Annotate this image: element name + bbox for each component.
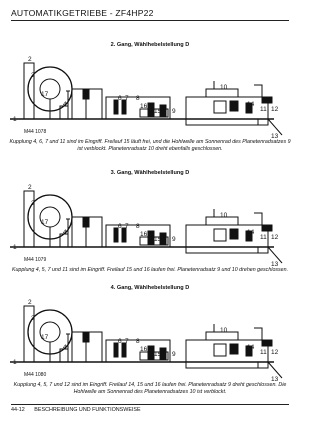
part-label: 15 — [154, 108, 162, 115]
part-label: 9 — [172, 351, 176, 358]
clutch-12 — [262, 225, 272, 231]
part-label: 7 — [125, 95, 129, 102]
part-label: 14 — [247, 344, 255, 351]
clutch-7 — [122, 228, 126, 242]
part-label: 1 — [13, 116, 17, 123]
part-label: 3 — [31, 72, 35, 79]
transmission-schematic — [10, 51, 290, 140]
part-label: 12 — [271, 106, 279, 113]
part-label: 5 — [85, 90, 89, 97]
figure-id: M44 1080 — [24, 372, 47, 378]
part-label: 10 — [220, 84, 228, 91]
part-label: 11 — [260, 106, 267, 113]
part-label: 9 — [172, 236, 176, 243]
clutch-6 — [114, 100, 118, 114]
part-label: 4 — [63, 344, 67, 351]
clutch-14 — [230, 344, 238, 354]
clutch-7 — [122, 100, 126, 114]
part-label: 11 — [260, 234, 267, 241]
planetary-set-10 — [214, 344, 226, 356]
part-label: 5 — [85, 333, 89, 340]
planet-carrier-right — [186, 97, 268, 125]
part-label: 6 — [118, 338, 122, 345]
section-gear-3 — [0, 170, 300, 286]
transmission-schematic — [10, 179, 290, 268]
page-title: AUTOMATIKGETRIEBE - ZF4HP22 — [11, 8, 154, 18]
transmission-diagram — [10, 179, 290, 268]
section-title: 2. Gang, Wählhebelstellung D — [110, 42, 190, 48]
transmission-schematic — [10, 294, 290, 383]
part-label: 3 — [31, 200, 35, 207]
planetary-set-10 — [214, 101, 226, 113]
planetary-set-10 — [214, 229, 226, 241]
transmission-diagram — [10, 294, 290, 383]
transmission-diagram — [10, 51, 290, 140]
clutch-6 — [114, 228, 118, 242]
part-label: 12 — [271, 234, 279, 241]
clutch-14 — [230, 101, 238, 111]
clutch-7 — [122, 343, 126, 357]
part-label: 12 — [271, 349, 279, 356]
clutch-6 — [114, 343, 118, 357]
figure-id: M44 1078 — [24, 129, 47, 135]
part-label: 5 — [85, 218, 89, 225]
part-label: 10 — [220, 212, 228, 219]
part-label: 13 — [271, 261, 279, 268]
page-header — [11, 8, 289, 21]
planet-carrier-right — [186, 340, 268, 368]
part-label: 14 — [247, 229, 255, 236]
section-caption: Kupplung 4, 5, 7 und 12 sind im Eingriff. Freilauf 14, 15 und 16 laufen frei. Planetenradsatz 9 dreht geschlossen. Die Hohlwelle am Sonnenrad des Planetenradsatzes 10 ist verblockt. — [13, 382, 287, 396]
clutch-12 — [262, 340, 272, 346]
part-label: 6 — [118, 223, 122, 230]
part-label: 1 — [13, 244, 17, 251]
part-label: 11 — [260, 349, 267, 356]
part-label: 2 — [28, 299, 32, 306]
clutch-12 — [262, 97, 272, 103]
part-label: 3 — [31, 315, 35, 322]
planet-carrier-right — [186, 225, 268, 253]
page-number: 44-12 — [11, 407, 25, 413]
part-label: 16 — [140, 346, 148, 353]
part-label: 13 — [271, 376, 279, 383]
section-caption: Kupplung 4, 5, 7 und 11 sind im Eingriff. Freilauf 15 und 16 laufen frei. Planetenradsatz 9 und 10 drehen geschlossen. — [11, 267, 289, 273]
part-label: 6 — [118, 95, 122, 102]
part-label: 8 — [136, 338, 140, 345]
page-footer — [11, 404, 289, 413]
part-label: 13 — [271, 133, 279, 140]
part-label: 17 — [41, 219, 49, 226]
part-label: 10 — [220, 327, 228, 334]
section-gear-2 — [0, 42, 300, 164]
part-label: 7 — [125, 338, 129, 345]
part-label: 2 — [28, 56, 32, 63]
footer-text: BESCHREIBUNG UND FUNKTIONSWEISE — [34, 407, 141, 413]
section-caption: Kupplung 4, 6, 7 und 11 sind im Eingriff. Freilauf 15 läuft frei, und die Hohlwelle am Sonnenrad des Planetenradsatzes 9 ist verblockt. Planetenradsatz 10 dreht ebenfalls geschlossen. — [9, 139, 291, 153]
section-title: 4. Gang, Wählhebelstellung D — [110, 285, 190, 291]
part-label: 16 — [140, 103, 148, 110]
part-label: 8 — [136, 223, 140, 230]
part-label: 17 — [41, 91, 49, 98]
section-gear-4 — [0, 285, 300, 403]
part-label: 4 — [63, 101, 67, 108]
part-label: 2 — [28, 184, 32, 191]
part-label: 17 — [41, 334, 49, 341]
part-label: 7 — [125, 223, 129, 230]
part-label: 16 — [140, 231, 148, 238]
clutch-14 — [230, 229, 238, 239]
part-label: 14 — [247, 101, 255, 108]
part-label: 9 — [172, 108, 176, 115]
part-label: 15 — [154, 236, 162, 243]
part-label: 15 — [154, 351, 162, 358]
section-title: 3. Gang, Wählhebelstellung D — [110, 170, 190, 176]
part-label: 1 — [13, 359, 17, 366]
figure-id: M44 1079 — [24, 257, 47, 263]
part-label: 8 — [136, 95, 140, 102]
part-label: 4 — [63, 229, 67, 236]
